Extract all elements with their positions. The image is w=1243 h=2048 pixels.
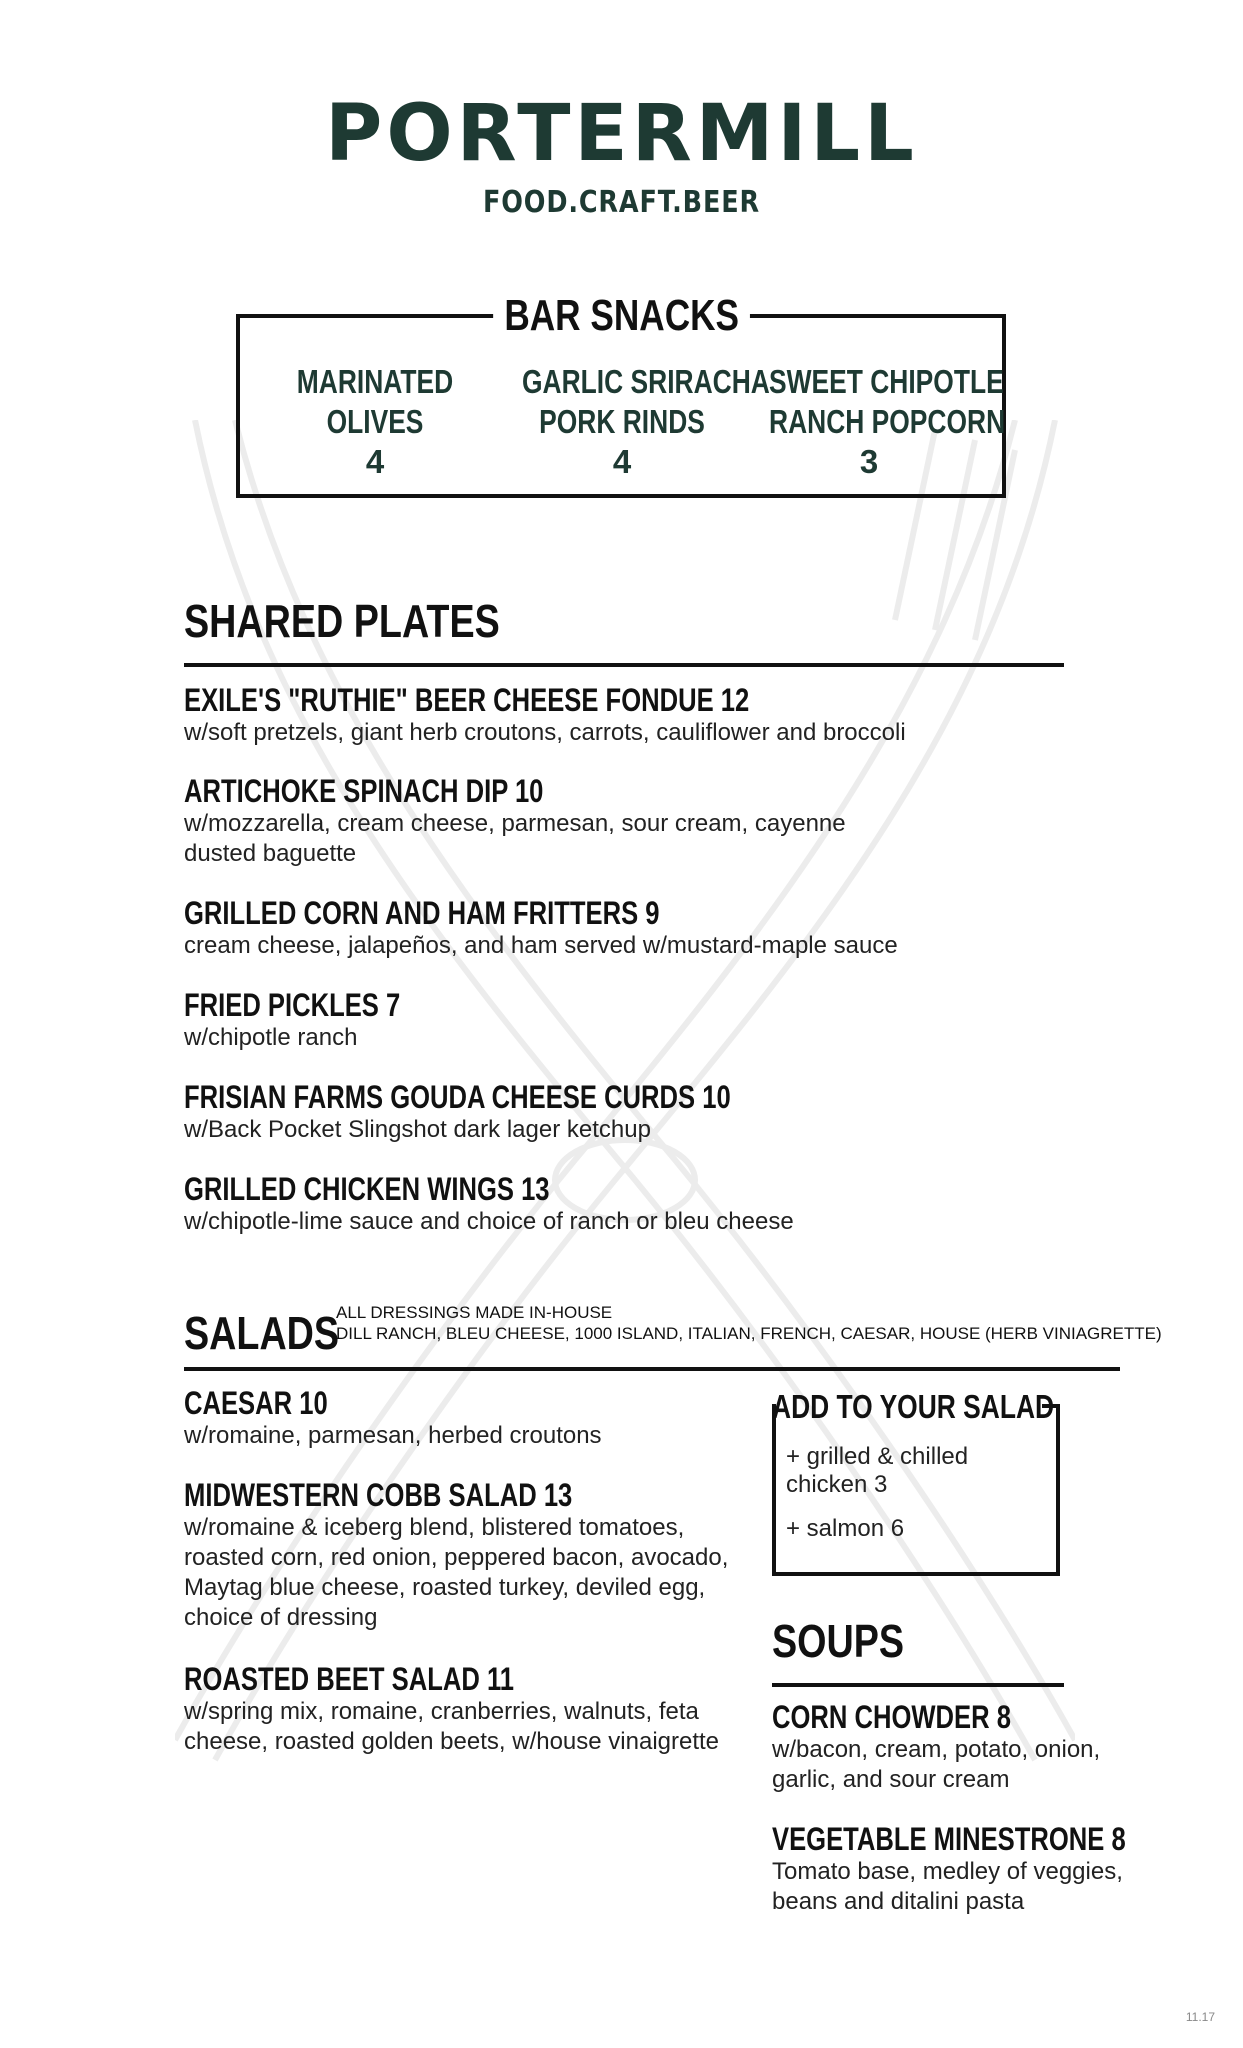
menu-item-description: w/romaine, parmesan, herbed croutons bbox=[184, 1422, 602, 1449]
salad-addon-item: + salmon 6 bbox=[786, 1515, 905, 1542]
menu-item-name: CAESAR 10 bbox=[184, 1385, 328, 1421]
brand-tagline: FOOD.CRAFT.BEER bbox=[482, 185, 760, 220]
menu-item-description: w/Back Pocket Slingshot dark lager ketchup bbox=[184, 1116, 651, 1143]
menu-item bbox=[184, 1171, 1064, 1237]
menu-item-description: w/spring mix, romaine, cranberries, walnuts, feta cheese, roasted golden beets, w/house vinaigrette bbox=[184, 1698, 720, 1755]
shared-plates-heading: SHARED PLATES bbox=[184, 595, 500, 647]
menu-item bbox=[772, 1699, 1132, 1795]
salads-heading: SALADS bbox=[184, 1307, 340, 1359]
menu-item-description: w/soft pretzels, giant herb croutons, carrots, cauliflower and broccoli bbox=[184, 719, 906, 746]
soups-heading: SOUPS bbox=[772, 1615, 905, 1667]
bar-snacks-heading: BAR SNACKS bbox=[0, 291, 1243, 341]
menu-item-name: FRIED PICKLES 7 bbox=[184, 987, 401, 1023]
menu-item bbox=[184, 1385, 764, 1451]
menu-item bbox=[184, 1661, 764, 1757]
menu-item-description: w/bacon, cream, potato, onion, garlic, and sour cream bbox=[772, 1736, 1101, 1793]
menu-item bbox=[184, 1079, 1064, 1145]
menu-item-name: CORN CHOWDER 8 bbox=[772, 1699, 1011, 1735]
menu-item-description: w/mozzarella, cream cheese, parmesan, sour cream, cayenne dusted baguette bbox=[184, 810, 846, 867]
menu-item-name: ARTICHOKE SPINACH DIP 10 bbox=[184, 773, 544, 809]
menu-item-description: Tomato base, medley of veggies, beans and ditalini pasta bbox=[772, 1858, 1123, 1915]
section-divider bbox=[772, 1683, 1064, 1687]
menu-item-name: MIDWESTERN COBB SALAD 13 bbox=[184, 1477, 573, 1513]
menu-item-description: w/romaine & iceberg blend, blistered tomatoes, roasted corn, red onion, peppered bacon, avocado, Maytag blue cheese, roasted turkey, deviled egg, choice of dressing bbox=[184, 1514, 729, 1631]
menu-item bbox=[184, 682, 1064, 748]
brand-logo-title: PORTERMILL bbox=[325, 89, 918, 179]
menu-item bbox=[772, 1821, 1132, 1917]
menu-item-name: ROASTED BEET SALAD 11 bbox=[184, 1661, 515, 1697]
menu-item bbox=[184, 773, 904, 869]
menu-item-description: w/chipotle-lime sauce and choice of ranch or bleu cheese bbox=[184, 1208, 794, 1235]
menu-item-name: GRILLED CHICKEN WINGS 13 bbox=[184, 1171, 550, 1207]
menu-item-description: w/chipotle ranch bbox=[184, 1024, 358, 1051]
bar-snack-item: MARINATED OLIVES 4 bbox=[296, 363, 454, 480]
bar-snack-item: GARLIC SRIRACHA PORK RINDS 4 bbox=[522, 363, 770, 480]
menu-item-name: GRILLED CORN AND HAM FRITTERS 9 bbox=[184, 895, 660, 931]
menu-item-name: VEGETABLE MINESTRONE 8 bbox=[772, 1821, 1126, 1857]
menu-item bbox=[184, 895, 1064, 961]
section-divider bbox=[184, 663, 1064, 667]
menu-item-name: EXILE'S "RUTHIE" BEER CHEESE FONDUE 12 bbox=[184, 682, 750, 718]
menu-item bbox=[184, 987, 1064, 1053]
menu-item-name: FRISIAN FARMS GOUDA CHEESE CURDS 10 bbox=[184, 1079, 731, 1115]
dressings-note: ALL DRESSINGS MADE IN-HOUSE DILL RANCH, BLEU CHEESE, 1000 ISLAND, ITALIAN, FRENCH, CAESAR, HOUSE (HERB VINIAGRETTE) bbox=[336, 1303, 1162, 1343]
add-to-salad-heading: ADD TO YOUR SALAD bbox=[772, 1388, 1055, 1425]
menu-item bbox=[184, 1477, 764, 1633]
section-divider bbox=[184, 1367, 1120, 1371]
menu-item-description: cream cheese, jalapeños, and ham served w/mustard-maple sauce bbox=[184, 932, 898, 959]
salad-addon-item: + grilled & chilled chicken 3 bbox=[786, 1443, 969, 1498]
menu-version-code: 11.17 bbox=[1185, 2010, 1215, 2024]
bar-snack-item: SWEET CHIPOTLE RANCH POPCORN 3 bbox=[769, 363, 1006, 480]
